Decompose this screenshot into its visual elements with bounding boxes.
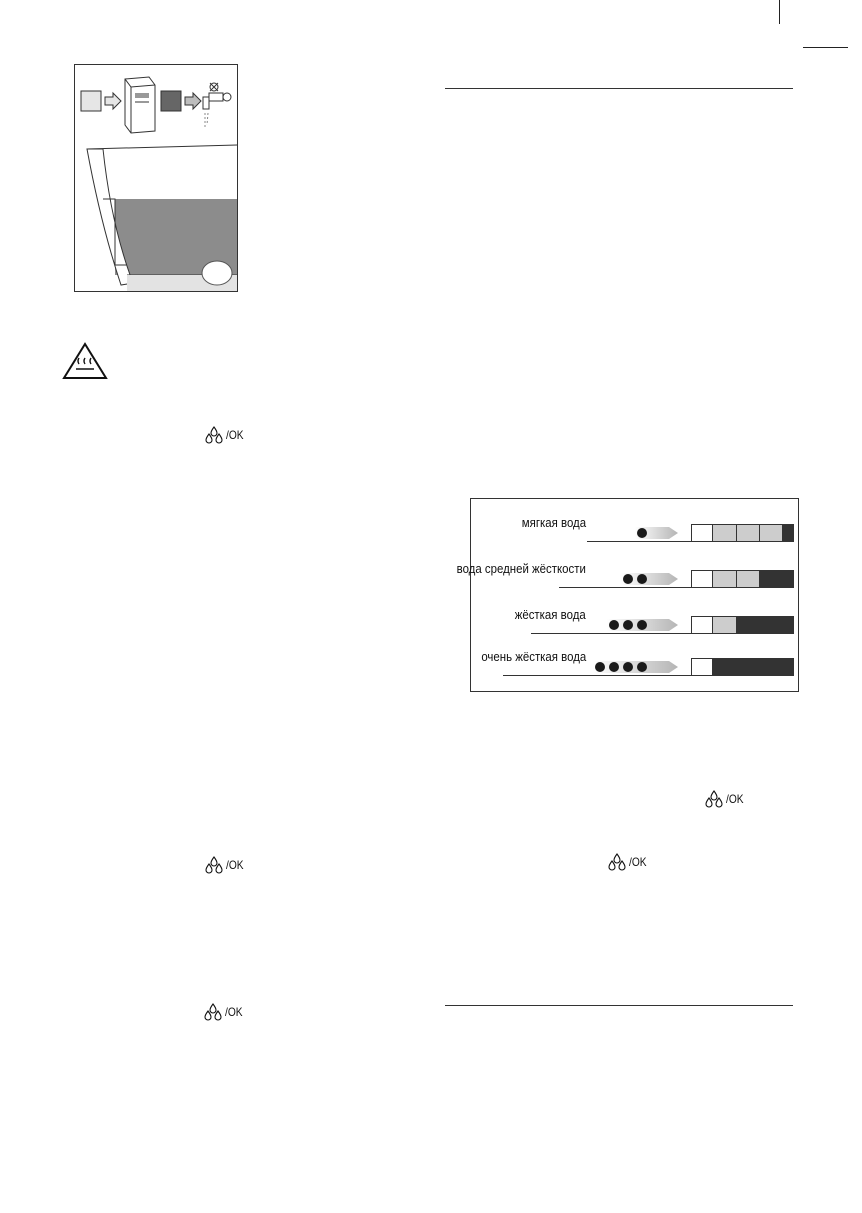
light-square-icon [81, 91, 101, 111]
filter-illustration [74, 64, 238, 292]
hardness-level-bar [691, 524, 794, 542]
hardness-dot [623, 620, 633, 630]
hardness-segment-end [792, 571, 793, 587]
section-rule-bottom [445, 1005, 793, 1006]
hardness-row [456, 561, 800, 595]
drops-ok-symbol-2 [704, 790, 747, 808]
slash-ok-label: /OK [225, 1005, 243, 1019]
hardness-label: вода средней жёсткости [456, 561, 586, 576]
hardness-row [471, 607, 800, 641]
filter-box-icon [125, 77, 155, 133]
hardness-segment [737, 571, 760, 587]
hardness-segment-end [792, 659, 793, 675]
hardness-segment [713, 617, 736, 633]
dark-square-icon [161, 91, 181, 111]
water-drops-icon [607, 853, 627, 871]
hardness-segment [737, 617, 760, 633]
arrow-right-icon-2 [185, 93, 201, 109]
hardness-underline [587, 541, 691, 542]
section-rule-top [445, 88, 793, 89]
hardness-segment [692, 571, 713, 587]
hardness-dot [637, 528, 647, 538]
hardness-segment [713, 571, 736, 587]
hardness-segment [713, 659, 736, 675]
water-drops-icon [203, 1003, 223, 1021]
hardness-underline [503, 675, 691, 676]
hardness-segment [760, 525, 783, 541]
hardness-segment [760, 571, 783, 587]
hardness-segment [692, 659, 713, 675]
hardness-segment [737, 525, 760, 541]
water-drops-icon [204, 856, 224, 874]
slash-ok-label: /OK [226, 428, 244, 442]
drops-ok-symbol-3 [607, 853, 650, 871]
hardness-segment [783, 571, 792, 587]
water-tank-icon [87, 145, 238, 292]
hardness-level-bar [691, 616, 794, 634]
filter-illustration-drawing [75, 65, 238, 292]
faucet-icon [203, 83, 231, 127]
hardness-segment [737, 659, 760, 675]
crop-mark-vertical [779, 0, 780, 24]
hardness-segment [760, 617, 783, 633]
hardness-dot [637, 620, 647, 630]
hardness-underline [559, 587, 691, 588]
hardness-dot [623, 574, 633, 584]
hardness-level-bar [691, 570, 794, 588]
hardness-row [471, 649, 800, 683]
hardness-segment [783, 617, 792, 633]
water-drops-icon [704, 790, 724, 808]
hardness-underline [531, 633, 691, 634]
hardness-label: мягкая вода [521, 515, 586, 530]
hardness-level-bar [691, 658, 794, 676]
drops-ok-symbol-5 [203, 1003, 246, 1021]
hardness-label: жёсткая вода [514, 607, 586, 622]
water-hardness-table [456, 498, 799, 692]
hardness-dot [609, 620, 619, 630]
slash-ok-label: /OK [629, 855, 647, 869]
hardness-dot [623, 662, 633, 672]
hardness-segment [783, 525, 792, 541]
hardness-label: очень жёсткая вода [481, 649, 586, 664]
hardness-segment-end [792, 525, 793, 541]
hardness-segment [783, 659, 792, 675]
hardness-dot [637, 574, 647, 584]
drops-ok-symbol-4 [204, 856, 247, 874]
drops-ok-symbol-1 [204, 426, 247, 444]
hardness-segment [760, 659, 783, 675]
hardness-segment-end [792, 617, 793, 633]
slash-ok-label: /OK [226, 858, 244, 872]
hot-surface-warning-icon [62, 342, 108, 380]
hardness-arrow-icon [593, 659, 679, 675]
slash-ok-label: /OK [726, 792, 744, 806]
hardness-dot [637, 662, 647, 672]
hardness-dot [595, 662, 605, 672]
hardness-row [471, 515, 800, 549]
hardness-segment [692, 525, 713, 541]
crop-mark-horizontal [803, 47, 848, 48]
water-drops-icon [204, 426, 224, 444]
hardness-segment [692, 617, 713, 633]
hardness-dot [609, 662, 619, 672]
arrow-right-icon [105, 93, 121, 109]
hardness-segment [713, 525, 736, 541]
